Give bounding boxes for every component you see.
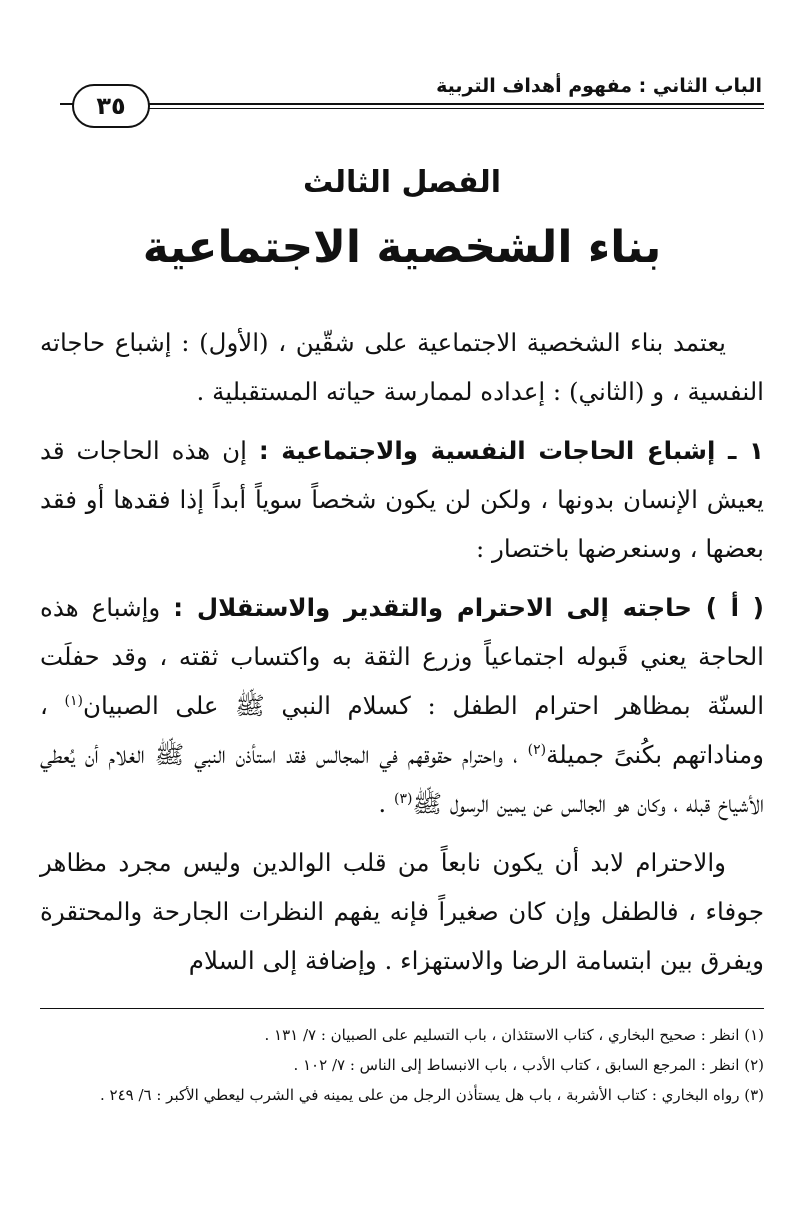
paragraph-text: ، واحترام حقوقهم في المجالس فقد استأذن النبي ﷺ الغلام أن يُعطي الأشياخ قبله ، وكان هو الجالس عن يمين الرسول ﷺ	[40, 740, 764, 818]
page-number: ٣٥	[72, 84, 150, 128]
paragraph-text: .	[378, 789, 394, 818]
footnote-3: (٣) رواه البخاري : كتاب الأشربة ، باب هل يستأذن الرجل من على يمينه في الشرب ليعطي الأكبر : ٦/ ٢٤٩ .	[99, 1086, 764, 1104]
subsection-heading: ( أ ) حاجته إلى الاحترام والتقدير والاستقلال :	[173, 593, 764, 622]
section-heading: ١ ـ إشباع الحاجات النفسية والاجتماعية :	[258, 436, 764, 465]
paragraph-needs	[40, 426, 764, 573]
header-rule-thin	[140, 108, 764, 109]
footnote-ref-2[interactable]: (٢)	[527, 741, 547, 758]
footnote-ref-3[interactable]: (٣)	[394, 790, 413, 807]
chapter-title: بناء الشخصية الاجتماعية	[142, 222, 662, 273]
header-rule	[60, 103, 764, 105]
paragraph-text: ، ومناداتهم بكُنىً جميلة	[40, 691, 764, 769]
paragraph-text: إن هذه الحاجات قد يعيش الإنسان بدونها ، ولكن لن يكون شخصاً سوياً أبداً إذا فقدها أو فقد بعضها ، وسنعرضها باختصار :	[40, 436, 764, 563]
footnote-1: (١) انظر : صحيح البخاري ، كتاب الاستئذان ، باب التسليم على الصبيان : ٧/ ١٣١ .	[264, 1026, 764, 1044]
footnotes	[40, 1020, 764, 1110]
paragraph-intro	[40, 318, 764, 416]
footnote-rule	[40, 1008, 764, 1009]
paragraph-respect	[40, 583, 764, 828]
chapter-label: الفصل الثالث	[302, 165, 501, 200]
paragraph-respect-continued	[40, 838, 764, 985]
body-text	[40, 318, 764, 995]
footnote-2: (٢) انظر : المرجع السابق ، كتاب الأدب ، باب الانبساط إلى الناس : ٧/ ١٠٢ .	[293, 1056, 764, 1074]
running-header: الباب الثاني : مفهوم أهداف التربية	[436, 75, 762, 97]
paragraph-text: يعتمد بناء الشخصية الاجتماعية على شقّين ، (الأول) : إشباع حاجاته النفسية ، و (الثاني) : إعداده لممارسة حياته المستقبلية .	[40, 328, 764, 406]
footnote-ref-1[interactable]: (١)	[64, 692, 84, 709]
paragraph-text: وإشباع هذه الحاجة يعني قَبوله اجتماعياً وزرع الثقة به واكتساب ثقته ، وقد حفلَت السنّة بمظاهر احترام الطفل : كسلام النبي ﷺ على الصبيان	[40, 593, 765, 720]
paragraph-text: والاحترام لابد أن يكون نابعاً من قلب الوالدين وليس مجرد مظاهر جوفاء ، فالطفل وإن كان صغيراً فإنه يفهم النظرات الجارحة والمحتقرة ويفرق بين ابتسامة الرضا والاستهزاء . وإضافة إلى السلام	[40, 848, 764, 975]
